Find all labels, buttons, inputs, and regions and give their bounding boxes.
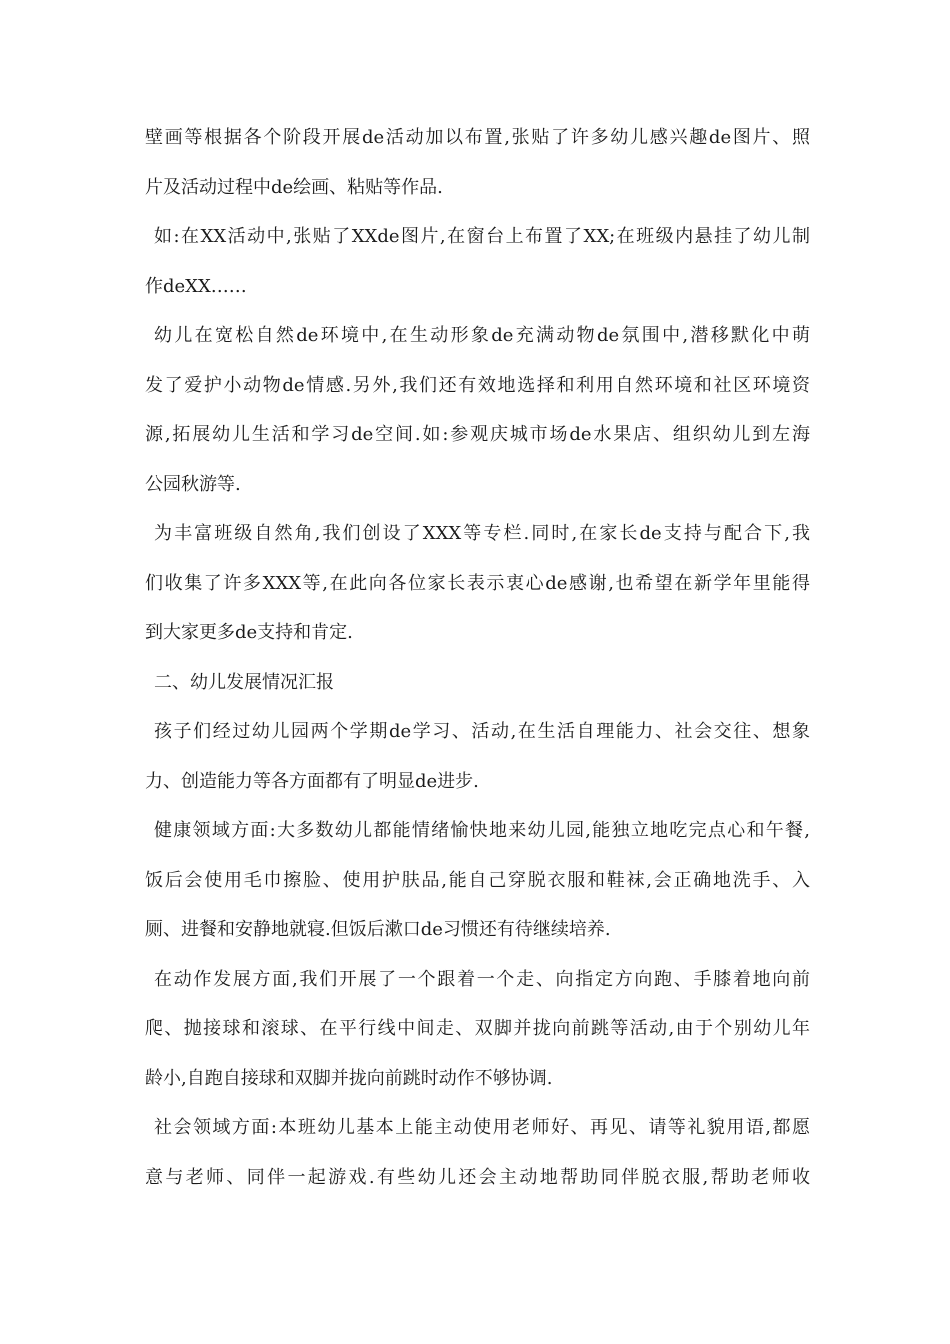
text-line: 到大家更多de支持和肯定.	[145, 622, 353, 643]
text-line: 们收集了许多XXX等,在此向各位家长表示衷心de感谢,也希望在新学年里能得	[145, 572, 810, 594]
text-line: 作deXX……	[145, 275, 247, 297]
text-line: 壁画等根据各个阶段开展de活动加以布置,张贴了许多幼儿感兴趣de图片、照	[145, 127, 810, 148]
text-line: 幼儿在宽松自然de环境中,在生动形象de充满动物de氛围中,潜移默化中萌	[154, 325, 810, 346]
text-line: 源,拓展幼儿生活和学习de空间.如:参观庆城市场de水果店、组织幼儿到左海	[145, 424, 810, 445]
document-body	[145, 113, 810, 1202]
text-line: 在动作发展方面,我们开展了一个跟着一个走、向指定方向跑、手膝着地向前	[154, 968, 810, 990]
text-line: 意与老师、同伴一起游戏.有些幼儿还会主动地帮助同伴脱衣服,帮助老师收	[145, 1166, 810, 1188]
text-line: 公园秋游等.	[145, 473, 241, 495]
section-heading: 二、幼儿发展情况汇报	[154, 671, 334, 693]
text-line: 社会领域方面:本班幼儿基本上能主动使用老师好、再见、请等礼貌用语,都愿	[154, 1117, 810, 1138]
text-line: 爬、抛接球和滚球、在平行线中间走、双脚并拢向前跳等活动,由于个别幼儿年	[145, 1018, 810, 1039]
text-line: 厕、进餐和安静地就寝.但饭后漱口de习惯还有待继续培养.	[145, 919, 611, 940]
text-line: 发了爱护小动物de情感.另外,我们还有效地选择和利用自然环境和社区环境资	[145, 374, 810, 396]
text-line: 孩子们经过幼儿园两个学期de学习、活动,在生活自理能力、社会交往、想象	[154, 721, 810, 742]
text-line: 如:在XX活动中,张贴了XXde图片,在窗台上布置了XX;在班级内悬挂了幼儿制	[154, 226, 810, 247]
text-line: 健康领域方面:大多数幼儿都能情绪愉快地来幼儿园,能独立地吃完点心和午餐,	[154, 820, 810, 841]
text-line: 片及活动过程中de绘画、粘贴等作品.	[145, 176, 443, 198]
text-line: 为丰富班级自然角,我们创设了XXX等专栏.同时,在家长de支持与配合下,我	[154, 523, 810, 544]
text-line: 力、创造能力等各方面都有了明显de进步.	[145, 770, 479, 792]
text-line: 饭后会使用毛巾擦脸、使用护肤品,能自己穿脱衣服和鞋袜,会正确地洗手、入	[145, 869, 810, 891]
text-line: 龄小,自跑自接球和双脚并拢向前跳时动作不够协调.	[145, 1067, 553, 1089]
